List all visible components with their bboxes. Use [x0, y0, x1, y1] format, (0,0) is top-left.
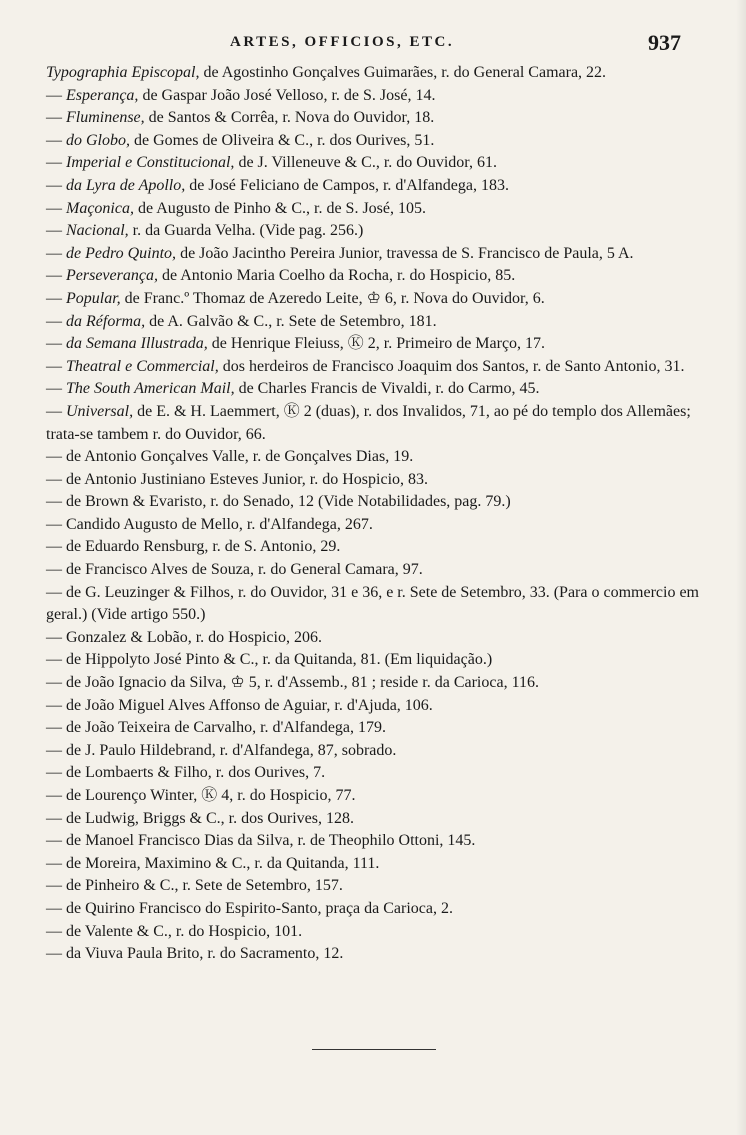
- entry-dash: —: [46, 809, 66, 827]
- entry-text: de Pinheiro & C., r. Sete de Setembro, 157.: [66, 877, 343, 895]
- entry-dash: —: [46, 109, 66, 127]
- entry-dash: —: [46, 741, 66, 759]
- directory-entry: [36, 536, 716, 559]
- entry-text: Candido Augusto de Mello, r. d'Alfandega, 267.: [66, 515, 373, 533]
- entry-text: de E. & H. Laemmert, Ⓚ 2 (duas), r. dos Invalidos, 71, ao pé do templo dos Allemães; trata-se tambem r. do Ouvidor, 66.: [46, 402, 691, 443]
- directory-entry: [36, 717, 716, 740]
- entry-text: de José Feliciano de Campos, r. d'Alfandega, 183.: [185, 176, 509, 194]
- entry-text: de Lourenço Winter, Ⓚ 4, r. do Hospicio, 77.: [66, 787, 356, 804]
- scan-edge-shadow: [736, 0, 746, 1135]
- entry-dash: —: [46, 628, 66, 646]
- entry-text: de G. Leuzinger & Filhos, r. do Ouvidor, 31 e 36, e r. Sete de Setembro, 33. (Para o commercio em geral.) (Vide artigo 550.): [46, 583, 699, 624]
- directory-entry: [36, 695, 716, 718]
- entry-text: de Gaspar João José Velloso, r. de S. José, 14.: [138, 86, 436, 104]
- entry-text: de Henrique Fleiuss, Ⓚ 2, r. Primeiro de Março, 17.: [207, 335, 546, 353]
- directory-entry: [36, 785, 716, 808]
- running-head: ARTES, OFFICIOS, ETC.: [230, 34, 455, 50]
- entry-text: de Lombaerts & Filho, r. dos Ourives, 7.: [66, 764, 326, 782]
- entry-dash: —: [46, 470, 66, 488]
- entry-text: dos herdeiros de Francisco Joaquim dos Santos, r. de Santo Antonio, 31.: [218, 357, 685, 375]
- entry-title: Perseverança,: [66, 267, 158, 285]
- directory-entry: [36, 265, 716, 288]
- entry-dash: —: [46, 199, 66, 217]
- entry-dash: —: [46, 945, 66, 963]
- entry-text: de Manoel Francisco Dias da Silva, r. de Theophilo Ottoni, 145.: [66, 832, 476, 850]
- entry-dash: —: [46, 538, 66, 556]
- directory-entry: [36, 898, 716, 921]
- entry-title: Popular,: [66, 289, 121, 307]
- entry-text: de João Teixeira de Carvalho, r. d'Alfandega, 179.: [66, 719, 387, 737]
- entry-dash: —: [46, 561, 66, 579]
- entry-text: de Eduardo Rensburg, r. de S. Antonio, 29.: [66, 538, 341, 556]
- entry-dash: —: [46, 312, 66, 330]
- directory-entry: [36, 198, 716, 221]
- directory-entry: [36, 175, 716, 198]
- entry-dash: —: [46, 651, 66, 669]
- directory-entry: [36, 559, 716, 582]
- entry-title: Theatral e Commercial,: [66, 357, 219, 375]
- entry-text: de Gomes de Oliveira & C., r. dos Ourives, 51.: [130, 131, 435, 149]
- entry-text: de J. Paulo Hildebrand, r. d'Alfandega, 87, sobrado.: [66, 741, 397, 759]
- entry-dash: —: [46, 289, 66, 307]
- entry-text: de Moreira, Maximino & C., r. da Quitanda, 111.: [66, 854, 380, 872]
- directory-entry: [36, 830, 716, 853]
- entry-dash: —: [46, 832, 66, 850]
- entry-dash: —: [46, 402, 66, 420]
- entry-title: da Semana Illustrada,: [66, 335, 208, 353]
- directory-entry: [36, 808, 716, 831]
- entry-dash: —: [46, 583, 66, 601]
- entry-dash: —: [46, 787, 66, 804]
- entry-list: [36, 62, 716, 966]
- entry-text: de Quirino Francisco do Espirito-Santo, praça da Carioca, 2.: [66, 899, 453, 917]
- entry-dash: —: [46, 674, 66, 692]
- entry-text: de Francisco Alves de Souza, r. do General Camara, 97.: [66, 561, 423, 579]
- directory-entry: [36, 130, 716, 153]
- directory-entry: [36, 491, 716, 514]
- entry-text: de Hippolyto José Pinto & C., r. da Quitanda, 81. (Em liquidação.): [66, 651, 493, 669]
- entry-text: de João Jacintho Pereira Junior, travessa de S. Francisco de Paula, 5 A.: [176, 244, 634, 262]
- entry-dash: —: [46, 719, 66, 737]
- entry-dash: —: [46, 131, 66, 149]
- entry-title: do Globo,: [66, 131, 130, 149]
- entry-dash: —: [46, 696, 66, 714]
- entry-text: Gonzalez & Lobão, r. do Hospicio, 206.: [66, 628, 322, 646]
- entry-text: da Viuva Paula Brito, r. do Sacramento, 12.: [66, 945, 344, 963]
- entry-dash: —: [46, 176, 66, 194]
- entry-text: de Antonio Justiniano Esteves Junior, r. do Hospicio, 83.: [66, 470, 429, 488]
- directory-entry: [36, 152, 716, 175]
- directory-entry: [36, 356, 716, 379]
- entry-dash: —: [46, 764, 66, 782]
- entry-text: de Franc.º Thomaz de Azeredo Leite, ♔ 6, r. Nova do Ouvidor, 6.: [120, 289, 545, 307]
- entry-dash: —: [46, 493, 66, 511]
- directory-entry: [36, 446, 716, 469]
- closing-rule: [312, 1049, 436, 1050]
- directory-entry: [36, 853, 716, 876]
- entry-text: de Charles Francis de Vivaldi, r. do Carmo, 45.: [234, 380, 540, 398]
- entry-title: Universal,: [66, 402, 134, 420]
- entry-title: da Réforma,: [66, 312, 146, 330]
- entry-title: Esperança,: [66, 86, 139, 104]
- entry-title: The South American Mail,: [66, 380, 235, 398]
- entry-title: Imperial e Constitucional,: [66, 154, 235, 172]
- directory-entry: [36, 311, 716, 334]
- entry-title: Fluminense,: [66, 109, 145, 127]
- entry-dash: —: [46, 515, 66, 533]
- entry-dash: —: [46, 267, 66, 285]
- page-number: 937: [648, 30, 681, 55]
- entry-text: de Ludwig, Briggs & C., r. dos Ourives, 128.: [66, 809, 354, 827]
- entry-text: de Santos & Corrêa, r. Nova do Ouvidor, 18.: [144, 109, 435, 127]
- entry-text: de Antonio Maria Coelho da Rocha, r. do Hospicio, 85.: [157, 267, 516, 285]
- directory-entry: [36, 288, 716, 311]
- directory-entry: [36, 333, 716, 356]
- directory-entry: [36, 469, 716, 492]
- entry-text: de Brown & Evaristo, r. do Senado, 12 (Vide Notabilidades, pag. 79.): [66, 493, 511, 511]
- directory-entry: [36, 401, 716, 446]
- entry-dash: —: [46, 222, 66, 240]
- entry-title: de Pedro Quinto,: [66, 244, 177, 262]
- directory-entry: [36, 62, 716, 85]
- directory-entry: [36, 921, 716, 944]
- entry-text: de Valente & C., r. do Hospicio, 101.: [66, 922, 303, 940]
- entry-dash: —: [46, 899, 66, 917]
- directory-entry: [36, 514, 716, 537]
- entry-dash: —: [46, 357, 66, 375]
- entry-text: de Augusto de Pinho & C., r. de S. José, 105.: [133, 199, 426, 217]
- directory-entry: [36, 875, 716, 898]
- entry-text: de João Miguel Alves Affonso de Aguiar, r. d'Ajuda, 106.: [66, 696, 433, 714]
- entry-text: de Agostinho Gonçalves Guimarães, r. do General Camara, 22.: [199, 64, 607, 81]
- entry-dash: —: [46, 922, 66, 940]
- directory-entry: [36, 649, 716, 672]
- entry-title: da Lyra de Apollo,: [66, 176, 186, 194]
- entry-dash: —: [46, 86, 66, 104]
- directory-entry: [36, 85, 716, 108]
- entry-dash: —: [46, 335, 66, 353]
- directory-entry: [36, 672, 716, 695]
- entry-dash: —: [46, 244, 66, 262]
- entry-text: de João Ignacio da Silva, ♔ 5, r. d'Assemb., 81 ; reside r. da Carioca, 116.: [66, 674, 539, 692]
- entry-dash: —: [46, 854, 66, 872]
- entry-dash: —: [46, 448, 66, 466]
- directory-entry: [36, 943, 716, 966]
- page-header: [0, 30, 746, 64]
- directory-entry: [36, 582, 716, 627]
- directory-entry: [36, 627, 716, 650]
- directory-entry: [36, 762, 716, 785]
- entry-title: Typographia Episcopal,: [46, 64, 200, 81]
- directory-entry: [36, 378, 716, 401]
- directory-entry: [36, 243, 716, 266]
- entry-text: de J. Villeneuve & C., r. do Ouvidor, 61.: [234, 154, 497, 172]
- entry-title: Maçonica,: [66, 199, 134, 217]
- entry-text: r. da Guarda Velha. (Vide pag. 256.): [128, 222, 364, 240]
- directory-entry: [36, 740, 716, 763]
- entry-dash: —: [46, 877, 66, 895]
- directory-entry: [36, 220, 716, 243]
- entry-dash: —: [46, 380, 66, 398]
- entry-title: Nacional,: [66, 222, 129, 240]
- entry-dash: —: [46, 154, 66, 172]
- directory-entry: [36, 107, 716, 130]
- entry-text: de A. Galvão & C., r. Sete de Setembro, 181.: [145, 312, 437, 330]
- entry-text: de Antonio Gonçalves Valle, r. de Gonçalves Dias, 19.: [66, 448, 414, 466]
